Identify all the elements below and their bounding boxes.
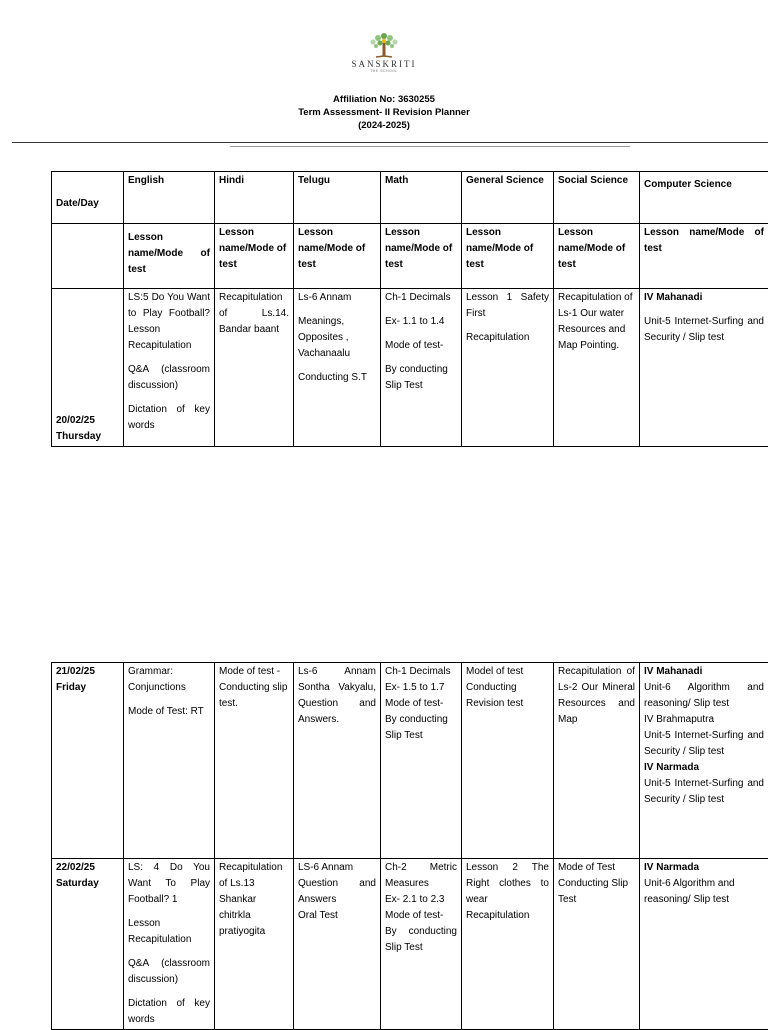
subject-english: English	[124, 172, 215, 224]
document-title: Term Assessment- II Revision Planner	[0, 106, 768, 119]
logo-tagline: THE SCHOOL	[338, 69, 430, 73]
logo-school-name: SANSKRITI	[338, 59, 430, 69]
hindi-line: Recapitulation of Ls.13	[219, 860, 289, 892]
date-text: 22/02/25	[56, 860, 119, 876]
social-science-line: Recapitulation of Ls-1 Our water Resources and Map Pointing.	[558, 290, 635, 354]
math-cell	[381, 663, 462, 859]
english-line: Lesson Recapitulation	[128, 916, 210, 948]
computer-section: IV Mahanadi	[644, 664, 764, 680]
header-divider	[12, 142, 768, 143]
math-line: Mode of test-	[385, 338, 457, 354]
computer-section: IV Mahanadi	[644, 290, 764, 306]
header-divider-secondary	[230, 146, 630, 147]
english-cell	[124, 859, 215, 1030]
telugu-cell	[294, 663, 381, 859]
math-line: Ex- 1.1 to 1.4	[385, 314, 457, 330]
hindi-line: Recapitulation of Ls.14. Bandar baant	[219, 290, 289, 338]
empty-cell	[52, 224, 124, 289]
computer-section: IV Narmada	[644, 860, 764, 876]
english-line: Q&A (classroom discussion)	[128, 362, 210, 394]
hindi-cell	[215, 289, 294, 447]
academic-year: (2024-2025)	[0, 119, 768, 132]
date-day-header: Date/Day	[52, 172, 124, 224]
hindi-cell	[215, 859, 294, 1030]
telugu-line: Oral Test	[298, 908, 376, 924]
subject-general-science: General Science	[462, 172, 554, 224]
math-cell	[381, 289, 462, 447]
math-line: Mode of test-	[385, 696, 457, 712]
hindi-line: Shankar chitrkla pratiyogita	[219, 892, 289, 940]
document-header	[0, 93, 768, 132]
math-line: By conducting Slip Test	[385, 362, 457, 394]
date-cell	[52, 859, 124, 1030]
english-line: LS:5 Do You Want to Play Football? Lesson Recapitulation	[128, 290, 210, 354]
computer-cell	[640, 663, 768, 859]
general-science-line: Lesson 1 Safety First	[466, 290, 549, 322]
lesson-header-hindi: Lesson name/Mode of test	[215, 224, 294, 289]
english-line: Grammar: Conjunctions	[128, 664, 210, 696]
math-line: By conducting Slip Test	[385, 712, 457, 744]
table-row	[52, 663, 768, 859]
general-science-line: Lesson 2 The Right clothes to wear	[466, 860, 549, 908]
lesson-header-english: Lesson name/Mode of test	[124, 224, 215, 289]
general-science-line: Recapitulation	[466, 908, 549, 924]
subject-hindi: Hindi	[215, 172, 294, 224]
telugu-line: Ls-6 Annam Sontha Vakyalu, Question and Answers.	[298, 664, 376, 728]
general-science-line: Model of test	[466, 664, 549, 680]
general-science-cell	[462, 663, 554, 859]
lesson-header-general-science: Lesson name/Mode of test	[462, 224, 554, 289]
computer-line: Unit-6 Algorithm and reasoning/ Slip test	[644, 876, 764, 908]
math-line: Ex- 2.1 to 2.3	[385, 892, 457, 908]
social-science-cell	[554, 859, 640, 1030]
telugu-cell	[294, 859, 381, 1030]
lesson-header-math: Lesson name/Mode of test	[381, 224, 462, 289]
telugu-line: Question and Answers	[298, 876, 376, 908]
math-line: Ch-1 Decimals	[385, 664, 457, 680]
date-text: 20/02/25	[56, 413, 119, 429]
subject-math: Math	[381, 172, 462, 224]
subject-telugu: Telugu	[294, 172, 381, 224]
social-science-cell	[554, 663, 640, 859]
computer-line: Unit-5 Internet-Surfing and Security / Slip test	[644, 728, 764, 760]
computer-cell	[640, 859, 768, 1030]
social-science-line: Recapitulation of Ls-2 Our Mineral Resources and Map	[558, 664, 635, 728]
subject-header-row	[52, 172, 768, 224]
general-science-line: Recapitulation	[466, 330, 549, 346]
computer-line: Unit-5 Internet-Surfing and Security / Slip test	[644, 314, 764, 346]
day-text: Thursday	[56, 429, 119, 445]
computer-line: Unit-5 Internet-Surfing and Security / Slip test	[644, 776, 764, 808]
telugu-line: Ls-6 Annam	[298, 290, 376, 306]
english-line: Dictation of key words	[128, 996, 210, 1028]
math-line: By conducting Slip Test	[385, 924, 457, 956]
subject-social-science: Social Science	[554, 172, 640, 224]
math-line: Mode of test-	[385, 908, 457, 924]
math-line: Ex- 1.5 to 1.7	[385, 680, 457, 696]
general-science-line: Conducting	[466, 680, 549, 696]
day-text: Saturday	[56, 876, 119, 892]
table-row	[52, 289, 768, 447]
math-line: Ch-1 Decimals	[385, 290, 457, 306]
hindi-cell	[215, 663, 294, 859]
lesson-header-row	[52, 224, 768, 289]
english-line: LS: 4 Do You Want To Play Football? 1	[128, 860, 210, 908]
table-row	[52, 859, 768, 1030]
school-logo	[338, 30, 430, 73]
english-cell	[124, 663, 215, 859]
math-line: Ch-2 Metric Measures	[385, 860, 457, 892]
telugu-cell	[294, 289, 381, 447]
general-science-cell	[462, 859, 554, 1030]
lesson-header-telugu: Lesson name/Mode of test	[294, 224, 381, 289]
lesson-header-social-science: Lesson name/Mode of test	[554, 224, 640, 289]
affiliation-number: Affiliation No: 3630255	[0, 93, 768, 106]
computer-section: IV Brahmaputra	[644, 712, 764, 728]
subject-computer-science: Computer Science	[640, 172, 768, 224]
date-text: 21/02/25	[56, 664, 119, 680]
telugu-line: Meanings, Opposites , Vachanaalu	[298, 314, 376, 362]
date-cell	[52, 289, 124, 447]
date-cell	[52, 663, 124, 859]
math-cell	[381, 859, 462, 1030]
social-science-cell	[554, 289, 640, 447]
lesson-header-computer: Lesson name/Mode of test	[640, 224, 768, 289]
english-line: Q&A (classroom discussion)	[128, 956, 210, 988]
english-cell	[124, 289, 215, 447]
computer-line: Unit-6 Algorithm and reasoning/ Slip test	[644, 680, 764, 712]
hindi-line: Mode of test - Conducting slip test.	[219, 664, 289, 712]
day-text: Friday	[56, 680, 119, 696]
revision-table-2	[51, 662, 768, 1030]
telugu-line: Conducting S.T	[298, 370, 376, 386]
social-science-line: Mode of Test Conducting Slip Test	[558, 860, 635, 908]
telugu-line: LS-6 Annam	[298, 860, 376, 876]
computer-cell	[640, 289, 768, 447]
general-science-cell	[462, 289, 554, 447]
english-line: Mode of Test: RT	[128, 704, 210, 720]
english-line: Dictation of key words	[128, 402, 210, 434]
computer-section: IV Narmada	[644, 760, 764, 776]
tree-logo-icon	[364, 30, 404, 58]
revision-table-1	[51, 171, 768, 447]
general-science-line: Revision test	[466, 696, 549, 712]
